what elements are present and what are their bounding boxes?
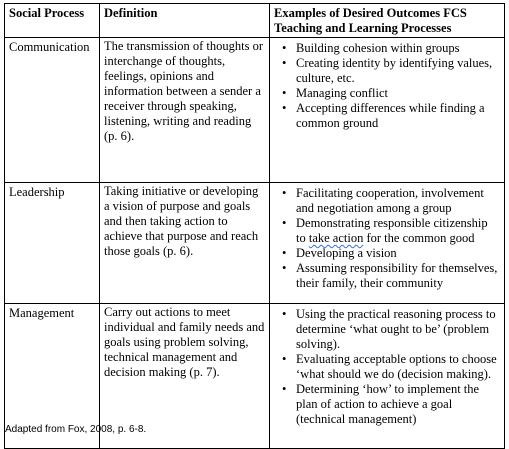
examples-list	[274, 307, 500, 427]
examples-cell	[270, 38, 505, 183]
header-social-process: Social Process	[5, 4, 100, 38]
list-item: • Assuming responsibility for themselves, their family, their community	[296, 261, 500, 291]
process-cell: Communication	[5, 38, 100, 183]
definition-cell: Taking initiative or developing a vision of purpose and goals and then taking action to achieve that purpose and reach those goals (p. 6).	[100, 183, 270, 304]
examples-cell	[270, 183, 505, 304]
definition-cell: The transmission of thoughts or interchange of thoughts, feelings, opinions and information between a sender a receiver through speaking, listening, writing and reading (p. 6).	[100, 38, 270, 183]
source-caption: Adapted from Fox, 2008, p. 6-8.	[5, 424, 147, 435]
spellcheck-underline: take action	[308, 231, 364, 245]
process-cell: Leadership	[5, 183, 100, 304]
examples-list	[274, 186, 500, 291]
list-item: • Creating identity by identifying values, culture, etc.	[296, 56, 500, 86]
list-item: • Facilitating cooperation, involvement and negotiation among a group	[296, 186, 500, 216]
list-item: • Accepting differences while finding a common ground	[296, 101, 500, 131]
header-definition: Definition	[100, 4, 270, 38]
table-header-row	[5, 4, 505, 38]
list-item: • Building cohesion within groups	[296, 41, 500, 56]
list-item: • Determining ‘how’ to implement the plan of action to achieve a goal (technical management)	[296, 382, 500, 427]
process-cell: Management	[5, 304, 100, 449]
list-item: • Evaluating acceptable options to choose ‘what should we do (decision making).	[296, 352, 500, 382]
header-examples: Examples of Desired Outcomes FCS Teaching and Learning Processes	[270, 4, 505, 38]
definition-cell: Carry out actions to meet individual and family needs and goals using problem solving, technical management and decision making (p. 7).	[100, 304, 270, 449]
list-item: • Demonstrating responsible citizenship to take action for the common good	[296, 216, 500, 246]
table-row-leadership	[5, 183, 505, 304]
table-row-communication	[5, 38, 505, 183]
list-item: • Using the practical reasoning process to determine ‘what ought to be’ (problem solving).	[296, 307, 500, 352]
examples-list	[274, 41, 500, 131]
document-page	[4, 3, 504, 449]
examples-cell	[270, 304, 505, 449]
list-item: • Managing conflict	[296, 86, 500, 101]
list-item: • Developing a vision	[296, 246, 500, 261]
social-process-table	[4, 3, 505, 449]
